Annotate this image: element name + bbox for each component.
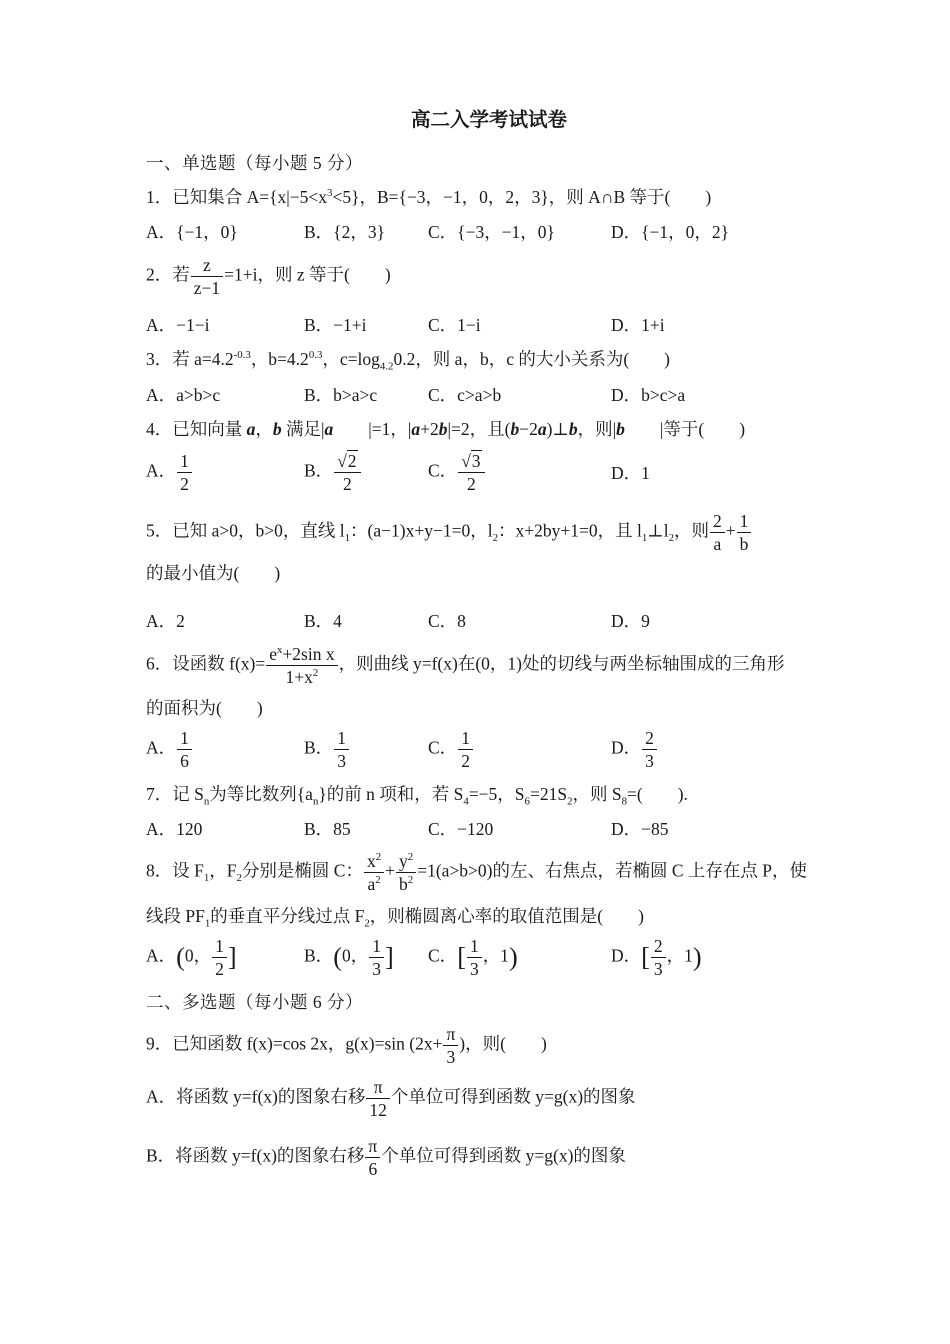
question-1-option-b: B．{2，3}: [304, 222, 385, 242]
question-8-stem-line-1: 8．设 $F_1$，$F_2$分别是椭圆 C： $\frac{x^2}{a^2}$ + $\frac{y^2}{b^2}$ =1(a>b>0)的左、右焦点，若椭圆 C 上存在点 P，使: [146, 851, 808, 895]
question-8-option-d: D．[ $\frac{2}{3}$ ，1): [611, 935, 702, 979]
question-7-option-d: D．−85: [611, 819, 669, 840]
question-3-option-b: B．b>a>c: [304, 385, 378, 406]
question-3-option-a: A．a>b>c: [146, 385, 221, 406]
question-2-stem: 2．若 $\frac{z}{z-1}$ =1+i，则 z 等于( ): [146, 255, 391, 299]
question-6-stem-line-1: 6．设函数 f(x)= $\frac{e^x+2\sin x}{1+x^2}$ ，则曲线 y=f(x)在(0，1)处的切线与两坐标轴围成的三角形: [146, 643, 785, 687]
question-5-option-b: B．4: [304, 610, 342, 631]
question-5-options: [146, 608, 832, 633]
question-6-option-c: C． $\frac{1}{2}$: [428, 728, 611, 771]
question-1-option-c: C．{−3，−1，0}: [428, 222, 555, 242]
question-8-option-b: B．(0， $\frac{1}{3}$ ]: [304, 935, 394, 979]
question-2-options: [146, 312, 832, 337]
question-6-option-d: D． $\frac{2}{3}$: [611, 728, 658, 771]
section-1-header: 一、单选题（每小题 5 分）: [146, 153, 363, 173]
page-title: 高二入学考试试卷: [410, 110, 567, 131]
question-2-option-d: D．1+i: [611, 315, 665, 336]
question-6-option-b: B． $\frac{1}{3}$: [304, 728, 428, 771]
question-9-option-a: A．将函数 y=f(x)的图象右移 $\frac{\pi}{12}$ 个单位可得到函数 y=g(x)的图象: [146, 1077, 636, 1121]
question-8-option-c: C．[ $\frac{1}{3}$ ，1): [428, 935, 518, 979]
question-6-stem-line-2: 的面积为( ): [146, 698, 263, 718]
question-1-option-d: D．{−1，0，2}: [611, 222, 730, 242]
question-4-option-b: B． $\frac{√2}{2}$: [304, 451, 428, 494]
question-8-options: [146, 936, 832, 979]
question-3-option-c: C．c>a>b: [428, 385, 502, 406]
question-6-option-a: A． $\frac{1}{6}$: [146, 728, 304, 771]
section-2-header: 二、多选题（每小题 6 分）: [146, 991, 363, 1012]
question-3-options: [146, 382, 832, 407]
question-4-option-d: D．1: [611, 463, 650, 484]
question-7-options: [146, 816, 832, 841]
question-7-option-c: C．−120: [428, 819, 494, 840]
question-2-option-a: A．−1−i: [146, 315, 210, 336]
question-9-option-b: B．将函数 y=f(x)的图象右移 $\frac{\pi}{6}$ 个单位可得到函数 y=g(x)的图象: [146, 1136, 626, 1180]
question-2-option-c: C．1−i: [428, 315, 481, 336]
question-7-option-b: B．85: [304, 819, 351, 840]
question-3-option-d: D．b>c>a: [611, 385, 686, 406]
question-7-option-a: A．120: [146, 819, 203, 840]
question-4-stem: 4．已知向量 a，b 满足|a |=1，|a+2b|=2，且(b−2a)⊥b，则|b |等于( ): [146, 419, 746, 440]
question-5-stem-line-1: 5．已知 a>0，b>0，直线 $l_1$：(a−1)x+y−1=0，$l_2$：x+2by+1=0，且 $l_1\perp l_2$，则 $\frac{2}{a}$ + $\frac{1}{b}$: [146, 511, 832, 554]
question-5-option-c: C．8: [428, 610, 466, 631]
question-7-stem: 7．记 $S_n$为等比数列$\{a_n\}$的前 n 项和，若 $S_4=-5$，$S_6=21S_2$，则 $S_8=$( ).: [146, 784, 688, 808]
question-5-stem-line-2: 的最小值为( ): [146, 562, 281, 583]
question-4-option-a: A． $\frac{1}{2}$: [146, 451, 304, 494]
question-9-stem: 9．已知函数 f(x)=cos 2x，g(x)=sin (2x+ $\frac{\pi}{3}$ )，则( ): [146, 1023, 547, 1067]
question-4-option-c: C． $\frac{√3}{2}$: [428, 451, 611, 494]
question-5-option-d: D．9: [611, 610, 650, 631]
question-3-stem: 3．若 $a=4.2^{-0.3}$，$b=4.2^{0.3}$，$c=\log_{4.2}0.2$，则 a，b，c 的大小关系为( ): [146, 349, 671, 373]
question-4-options: [146, 451, 832, 494]
question-1-stem: 1．已知集合 $A=\{x|-5<x^3<5\}$，B={−3，−1，0，2，3}，则 A∩B 等于( ): [146, 187, 712, 207]
question-6-options: [146, 728, 832, 771]
question-5-option-a: A．2: [146, 610, 185, 631]
question-2-option-b: B．−1+i: [304, 315, 367, 336]
question-8-stem-line-2: 线段 $PF_1$的垂直平分线过点 $F_2$，则椭圆离心率的取值范围是( ): [146, 905, 644, 929]
question-8-option-a: A．(0， $\frac{1}{2}$ ]: [146, 935, 237, 979]
question-1-options: [146, 219, 832, 244]
question-1-option-a: A．{−1，0}: [146, 222, 238, 242]
